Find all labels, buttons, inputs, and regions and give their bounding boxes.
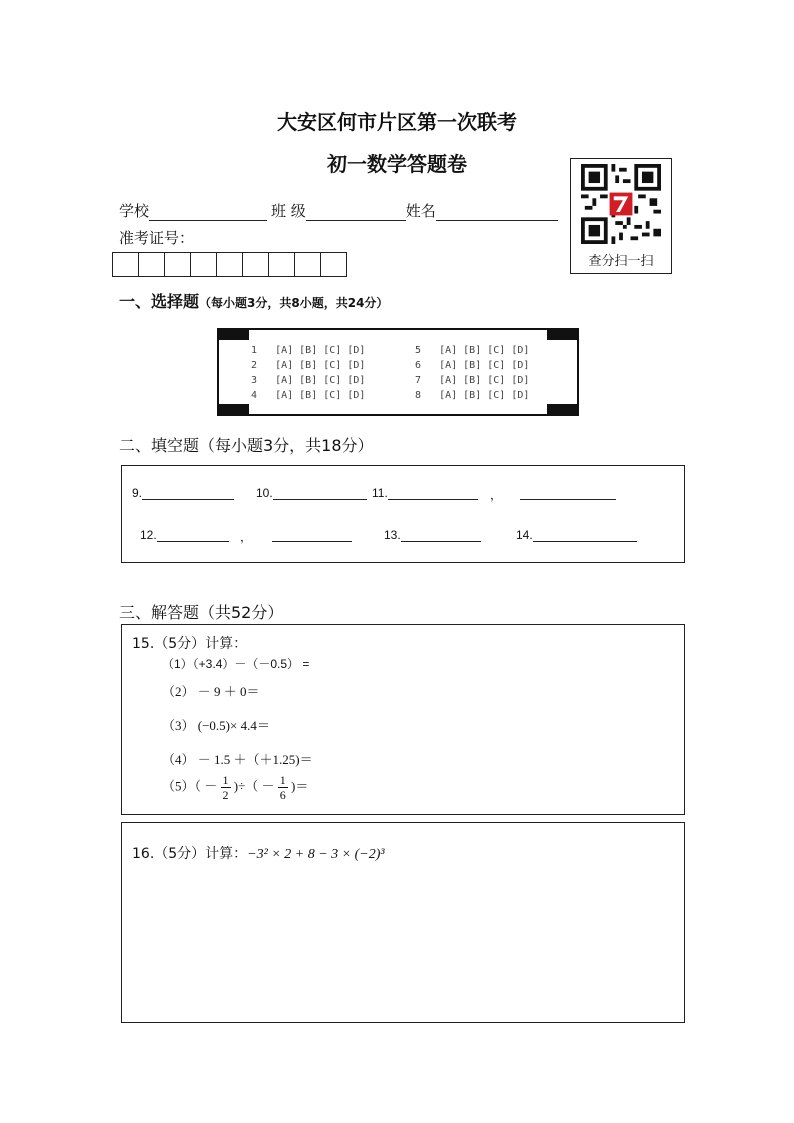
denominator: 2 xyxy=(222,788,229,802)
choice-row[interactable]: 5 [A] [B] [C] [D] xyxy=(415,345,530,356)
exam-id-cells[interactable] xyxy=(113,252,347,277)
blank-14[interactable] xyxy=(516,528,637,542)
choice-row[interactable]: 7 [A] [B] [C] [D] xyxy=(415,375,530,386)
id-cell[interactable] xyxy=(190,252,217,277)
id-cell[interactable] xyxy=(164,252,191,277)
registration-mark xyxy=(219,330,249,340)
blank-12[interactable] xyxy=(140,528,229,542)
fraction xyxy=(278,773,288,802)
section1-title: 一、选择题 xyxy=(119,292,200,311)
school-label: 学校 xyxy=(119,202,150,220)
q16-heading xyxy=(132,843,385,863)
id-cell[interactable] xyxy=(242,252,269,277)
blank-label: 10. xyxy=(256,486,273,500)
exam-subtitle: 初一数学答题卷 xyxy=(327,152,467,176)
blank-label: 11. xyxy=(372,486,388,500)
id-cell[interactable] xyxy=(138,252,165,277)
blank-9[interactable] xyxy=(132,486,234,500)
answer-line[interactable] xyxy=(157,529,229,542)
id-cell[interactable] xyxy=(216,252,243,277)
denominator: 6 xyxy=(279,788,286,802)
q15-part1: （1）（+3.4）－（－0.5） = xyxy=(162,657,310,671)
answer-line[interactable] xyxy=(272,529,352,542)
fraction xyxy=(221,773,231,802)
choice-row[interactable]: 4 [A] [B] [C] [D] xyxy=(251,390,366,401)
choice-row[interactable]: 6 [A] [B] [C] [D] xyxy=(415,360,530,371)
exam-title: 大安区何市片区第一次联考 xyxy=(277,110,517,134)
blank-11b[interactable] xyxy=(520,486,616,500)
id-cell[interactable] xyxy=(294,252,321,277)
id-cell[interactable] xyxy=(320,252,347,277)
blank-separator: ， xyxy=(240,530,253,544)
numerator: 1 xyxy=(222,773,229,787)
name-field[interactable] xyxy=(436,204,558,221)
blank-10[interactable] xyxy=(256,486,367,500)
q16-box[interactable] xyxy=(121,822,685,1023)
id-cell[interactable] xyxy=(112,252,139,277)
qr-code-icon xyxy=(581,164,661,244)
blank-label: 14. xyxy=(516,528,533,542)
registration-mark xyxy=(547,404,577,414)
blank-label: 9. xyxy=(132,486,143,500)
answer-line[interactable] xyxy=(533,529,637,542)
answer-line[interactable] xyxy=(388,487,478,500)
class-label: 班 级 xyxy=(271,202,306,220)
exam-id-label: 准考证号： xyxy=(119,229,195,247)
fill-blank-box xyxy=(121,465,685,563)
qr-panel[interactable] xyxy=(570,158,672,274)
choice-row[interactable]: 8 [A] [B] [C] [D] xyxy=(415,390,530,401)
q15-part2: （2） － 9 ＋ 0＝ xyxy=(162,684,260,699)
school-field[interactable] xyxy=(149,204,267,221)
blank-13[interactable] xyxy=(384,528,481,542)
blank-label: 12. xyxy=(140,528,157,542)
q15-part4: （4） － 1.5 ＋（＋1.25)＝ xyxy=(162,752,313,767)
answer-line[interactable] xyxy=(142,487,234,500)
blank-label: 13. xyxy=(384,528,401,542)
q15-part5-prefix: （5）（ － xyxy=(162,778,218,794)
q16-expression: −3² × 2 + 8 − 3 × (−2)³ xyxy=(247,847,385,862)
q15-part5 xyxy=(162,773,308,802)
registration-mark xyxy=(547,330,577,340)
choice-row[interactable]: 1 [A] [B] [C] [D] xyxy=(251,345,366,356)
id-cell[interactable] xyxy=(268,252,295,277)
q15-part3: （3） (−0.5)× 4.4＝ xyxy=(162,718,270,733)
q15-heading: 15.（5分）计算： xyxy=(132,636,248,652)
qr-label: 查分扫一扫 xyxy=(588,254,654,269)
q15-part5-mid: )÷（ － xyxy=(233,778,275,794)
choice-grid-left[interactable] xyxy=(251,343,365,403)
choice-row[interactable]: 2 [A] [B] [C] [D] xyxy=(251,360,366,371)
section3-title: 三、解答题（共52分） xyxy=(119,603,284,622)
blank-12b[interactable] xyxy=(272,528,352,542)
q16-label: 16.（5分）计算： xyxy=(132,846,248,862)
answer-line[interactable] xyxy=(401,529,481,542)
choice-row[interactable]: 3 [A] [B] [C] [D] xyxy=(251,375,366,386)
section1-note: （每小题3分，共8小题，共24分） xyxy=(199,296,389,310)
class-field[interactable] xyxy=(306,204,406,221)
section1-heading xyxy=(119,289,388,312)
q15-box[interactable] xyxy=(121,624,685,815)
registration-mark xyxy=(219,404,249,414)
blank-11[interactable] xyxy=(372,486,478,500)
numerator: 1 xyxy=(279,773,286,787)
info-line xyxy=(119,200,558,221)
choice-grid-right[interactable] xyxy=(415,343,529,403)
choice-answer-box xyxy=(217,328,579,416)
answer-line[interactable] xyxy=(520,487,616,500)
name-label: 姓名 xyxy=(405,202,436,220)
q15-part5-suffix: )＝ xyxy=(290,778,309,794)
blank-separator: ， xyxy=(490,488,503,502)
answer-line[interactable] xyxy=(273,487,367,500)
section2-title: 二、填空题（每小题3分，共18分） xyxy=(119,436,374,455)
